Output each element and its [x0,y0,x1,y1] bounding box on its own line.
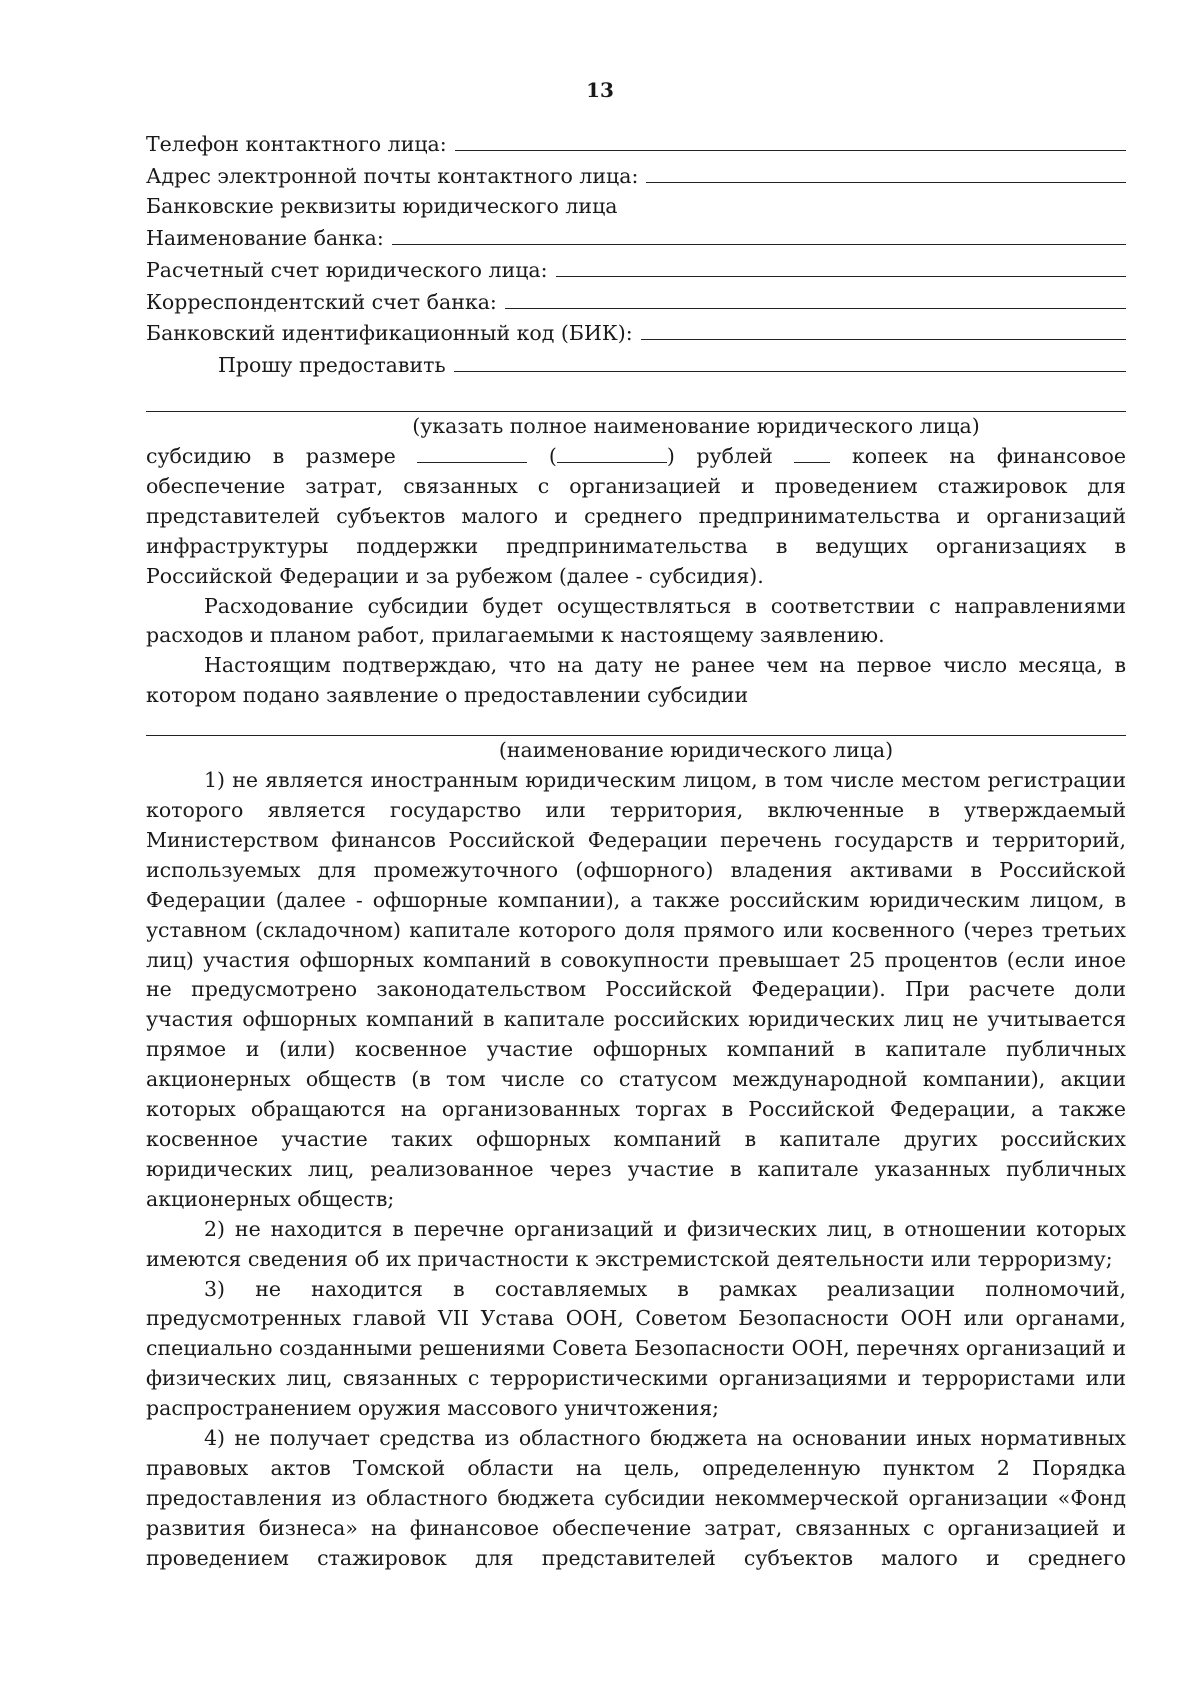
field-label: Адрес электронной почты контактного лица: [146,163,639,188]
bank-name-input-line[interactable] [392,222,1126,245]
field-account [146,254,1126,286]
field-corr-account [146,286,1126,318]
field-email [146,160,1126,192]
amount-input-line[interactable] [417,443,527,463]
field-label: Банковские реквизиты юридического лица [146,193,618,218]
subsidy-text: субсидию в размере [146,444,396,469]
field-bank-name [146,222,1126,254]
subsidy-text: ) рублей [666,444,773,469]
confirm-paragraph: Настоящим подтверждаю, что на дату не ранее чем на первое число месяца, в котором подано заявление о предоставлении субсидии [146,653,1126,708]
entity-name-input-line[interactable] [146,711,1126,736]
full-name-caption: (указать полное наименование юридического лица) [412,414,980,439]
field-label: Наименование банка: [146,225,384,250]
field-label: Телефон контактного лица: [146,132,447,156]
form-content [146,128,1126,1574]
condition-item-4: 4) не получает средства из областного бюджета на основании иных нормативных правовых актов Томской области на цель, определенную пунктом 2 Порядка предоставления из областного бюджета субсидии некоммерческой организации «Фонд развития бизнеса» на финансовое обеспечение затрат, связанных с организацией и проведением стажировок для представителей субъектов малого и среднего [146,1426,1126,1570]
account-input-line[interactable] [556,254,1126,277]
amount-words-input-line[interactable] [557,443,667,463]
corr-account-input-line[interactable] [505,286,1126,309]
field-phone [146,128,1126,160]
entity-name-caption: (наименование юридического лица) [498,738,894,763]
bank-details-heading [146,192,1126,222]
field-label: Расчетный счет юридического лица: [146,257,548,282]
subsidy-text: копеек на финансовое обеспечение затрат, связанных с организацией и проведением стажировок для представителей субъектов малого и среднего предпринимательства и организаций инфраструктуры поддержки предпринимательства в ведущих организациях в Российской Федерации и за рубежом (далее - субсидия). [146,444,1126,588]
spending-paragraph: Расходование субсидии будет осуществляться в соответствии с направлениями расходов и планом работ, прилагаемыми к настоящему заявлению. [146,593,1126,648]
condition-item-2: 2) не находится в перечне организаций и физических лиц, в отношении которых имеются сведения об их причастности к экстремистской деятельности или терроризму; [146,1216,1126,1271]
email-input-line[interactable] [646,160,1126,183]
field-bik [146,317,1126,349]
subsidy-text: ( [548,444,557,469]
full-name-input-line[interactable] [146,381,1126,412]
field-label: Прошу предоставить [218,353,446,378]
bik-input-line[interactable] [641,317,1126,340]
field-label: Корреспондентский счет банка: [146,289,497,314]
page-number: 13 [586,78,614,102]
phone-input-line[interactable] [455,128,1126,151]
field-label: Банковский идентификационный код (БИК): [146,321,633,346]
field-request [146,349,1126,381]
kopecks-input-line[interactable] [794,443,830,463]
request-input-line[interactable] [454,349,1126,372]
subsidy-paragraph [146,442,1126,592]
condition-item-1: 1) не является иностранным юридическим лицом, в том числе местом регистрации которого является государство или территория, включенные в утверждаемый Министерством финансов Российской Федерации перечень государств и территорий, используемых для промежуточного (офшорного) владения активами в Российской Федерации (далее - офшорные компании), а также российским юридическим лицом, в уставном (складочном) капитале которого доля прямого или косвенного (через третьих лиц) участия офшорных компаний в совокупности превышает 25 процентов (если иное не предусмотрено законодательством Российской Федерации). При расчете доли участия офшорных компаний в капитале российских юридических лиц не учитывается прямое и (или) косвенное участие офшорных компаний в капитале публичных акционерных обществ (в том числе со статусом международной компании), акции которых обращаются на организованных торгах в Российской Федерации, а также косвенное участие таких офшорных компаний в капитале других российских юридических лиц, реализованное через участие в капитале указанных публичных акционерных обществ; [146,768,1126,1211]
condition-item-3: 3) не находится в составляемых в рамках реализации полномочий, предусмотренных главой VII Устава ООН, Советом Безопасности ООН или органами, специально созданными решениями Совета Безопасности ООН, перечнях организаций и физических лиц, связанных с террористическими организациями и террористами или распространением оружия массового уничтожения; [146,1276,1126,1421]
